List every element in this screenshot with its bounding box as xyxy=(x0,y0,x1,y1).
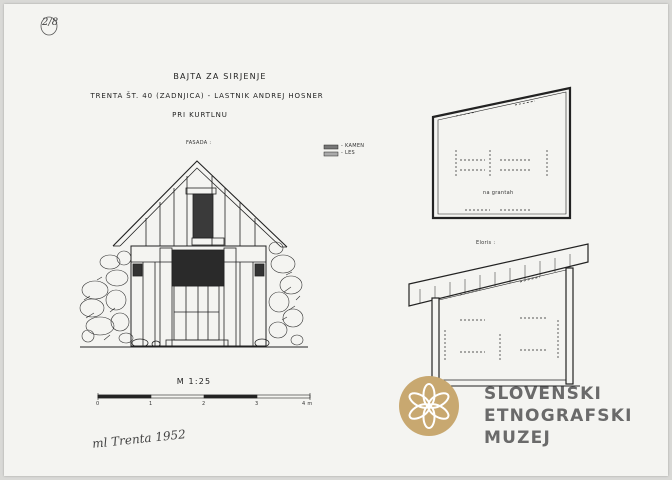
legend-item-wood: - LES xyxy=(341,150,356,156)
drawing-title: BAJTA ZA SIRJENJE xyxy=(173,72,267,81)
floor-plan-label: na grantah xyxy=(483,190,514,196)
facade-label: FASADA : xyxy=(186,140,212,146)
museum-logo-text xyxy=(484,383,633,449)
page-number-circle xyxy=(41,17,57,35)
stone-wall-right xyxy=(269,242,303,345)
drawing-location: PRI KURTLNU xyxy=(172,111,228,119)
logo-line-1: SLOVENSKI xyxy=(484,384,603,404)
scale-tick-4: 4 m xyxy=(302,401,313,407)
logo-line-2: ETNOGRAFSKI xyxy=(484,406,633,426)
scale-label: M 1:25 xyxy=(176,377,212,386)
drawing-subtitle: TRENTA ŠT. 40 (ZADNJICA) - LASTNIK ANDREJ HOSNER xyxy=(90,92,324,100)
stone-wall-left xyxy=(80,251,133,343)
legend-swatch-stone xyxy=(324,145,338,149)
scale-tick-1: 1 xyxy=(149,401,153,407)
legend-swatch-wood xyxy=(324,152,338,156)
section-label: Eloris : xyxy=(476,240,496,246)
museum-logo-mark xyxy=(399,376,459,436)
facade-drawing xyxy=(80,161,308,347)
scale-tick-0: 0 xyxy=(96,401,100,407)
legend-item-stone: - KAMEN xyxy=(341,143,365,149)
handwritten-signature: ml Trenta 1952 xyxy=(91,427,187,451)
scale-tick-2: 2 xyxy=(202,401,206,407)
section-drawing xyxy=(409,244,588,386)
floor-plan xyxy=(433,88,570,218)
scale-tick-3: 3 xyxy=(255,401,259,407)
scale-bar xyxy=(98,393,310,400)
logo-line-3: MUZEJ xyxy=(484,428,551,448)
page-number: 2/8 xyxy=(42,17,59,28)
